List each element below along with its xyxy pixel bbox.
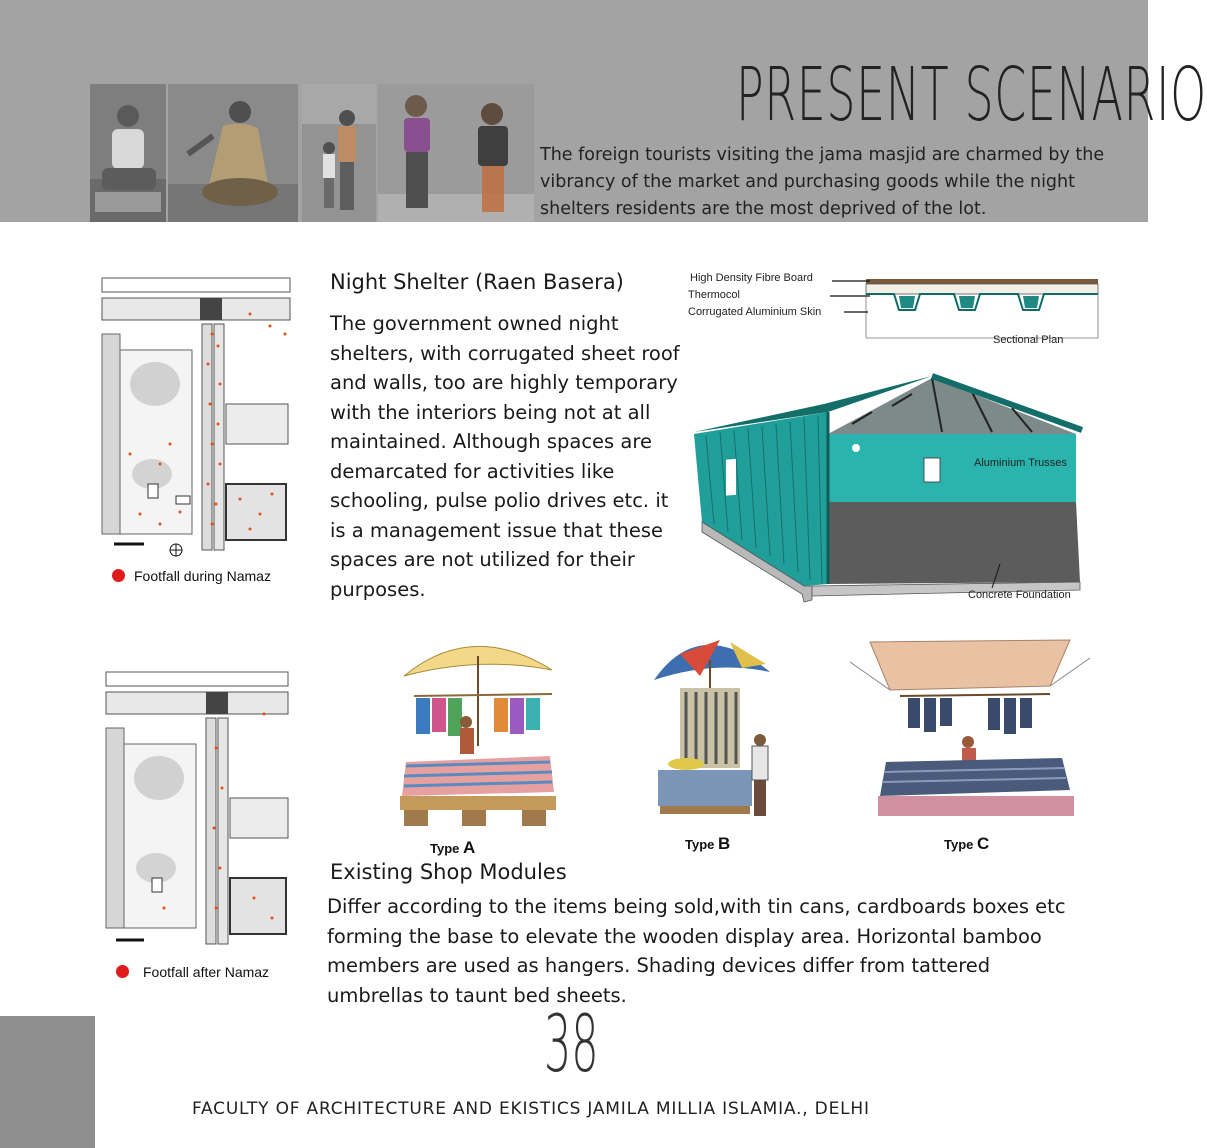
label-thermocol: Thermocol xyxy=(688,289,740,301)
label-concrete-foundation: Concrete Foundation xyxy=(968,589,1071,601)
shop-type-b-label: Type B xyxy=(685,834,731,853)
page-number: 38 xyxy=(544,1000,599,1090)
photo-street-children xyxy=(302,84,376,222)
shop-module-type-b-sketch xyxy=(650,624,780,824)
night-shelter-description: The government owned night shelters, with corrugated sheet roof and walls, too are highly temporary with the interiors being not at all maintained. Although spaces are demarcated for activities like schooling, pulse polio drives etc. it is a management issue that these spaces are not utilized for their purposes. xyxy=(330,312,680,601)
label-aluminium-trusses: Aluminium Trusses xyxy=(974,457,1067,469)
footer-institution: FACULTY OF ARCHITECTURE AND EKISTICS JAMILA MILLIA ISLAMIA., DELHI xyxy=(192,1099,870,1119)
night-shelter-3d-view xyxy=(692,372,1088,612)
corner-bar xyxy=(0,1016,95,1148)
photo-vendor-man xyxy=(90,84,166,222)
shop-type-c-label: Type C xyxy=(944,834,990,853)
footfall-dot-icon xyxy=(116,965,129,978)
shop-module-type-a-sketch xyxy=(382,626,560,832)
night-shelter-heading: Night Shelter (Raen Basera) xyxy=(330,270,624,294)
sectional-plan-diagram xyxy=(866,276,1102,342)
page-title: PRESENT SCENARIO xyxy=(736,52,1207,138)
photo-foreign-tourists xyxy=(378,84,534,222)
footfall-dot-icon xyxy=(112,569,125,582)
shop-modules-heading: Existing Shop Modules xyxy=(330,860,567,884)
photo-vendor-woman xyxy=(168,84,298,222)
section-leader-lines xyxy=(832,279,872,315)
footfall-map-during-namaz xyxy=(100,274,292,556)
shop-module-type-c-sketch xyxy=(850,632,1090,826)
legend-footfall-after-namaz: Footfall after Namaz xyxy=(143,964,270,980)
label-corrugated-skin: Corrugated Aluminium Skin xyxy=(688,306,822,318)
shop-type-a-label: Type A xyxy=(430,838,476,857)
legend-footfall-during-namaz: Footfall during Namaz xyxy=(134,568,271,584)
label-fibre-board: High Density Fibre Board xyxy=(690,272,813,284)
intro-text: The foreign tourists visiting the jama masjid are charmed by the vibrancy of the market and purchasing goods while the night shelters residents are the most deprived of the lot. xyxy=(540,145,1105,219)
footfall-map-after-namaz xyxy=(104,668,296,950)
shop-modules-description: Differ according to the items being sold,with tin cans, cardboards boxes etc forming the base to elevate the wooden display area. Horizontal bamboo members are used as hangers. Shading devices differ from tattered umbrellas to taunt bed sheets. xyxy=(327,895,1066,1007)
label-sectional-plan: Sectional Plan xyxy=(993,334,1064,346)
